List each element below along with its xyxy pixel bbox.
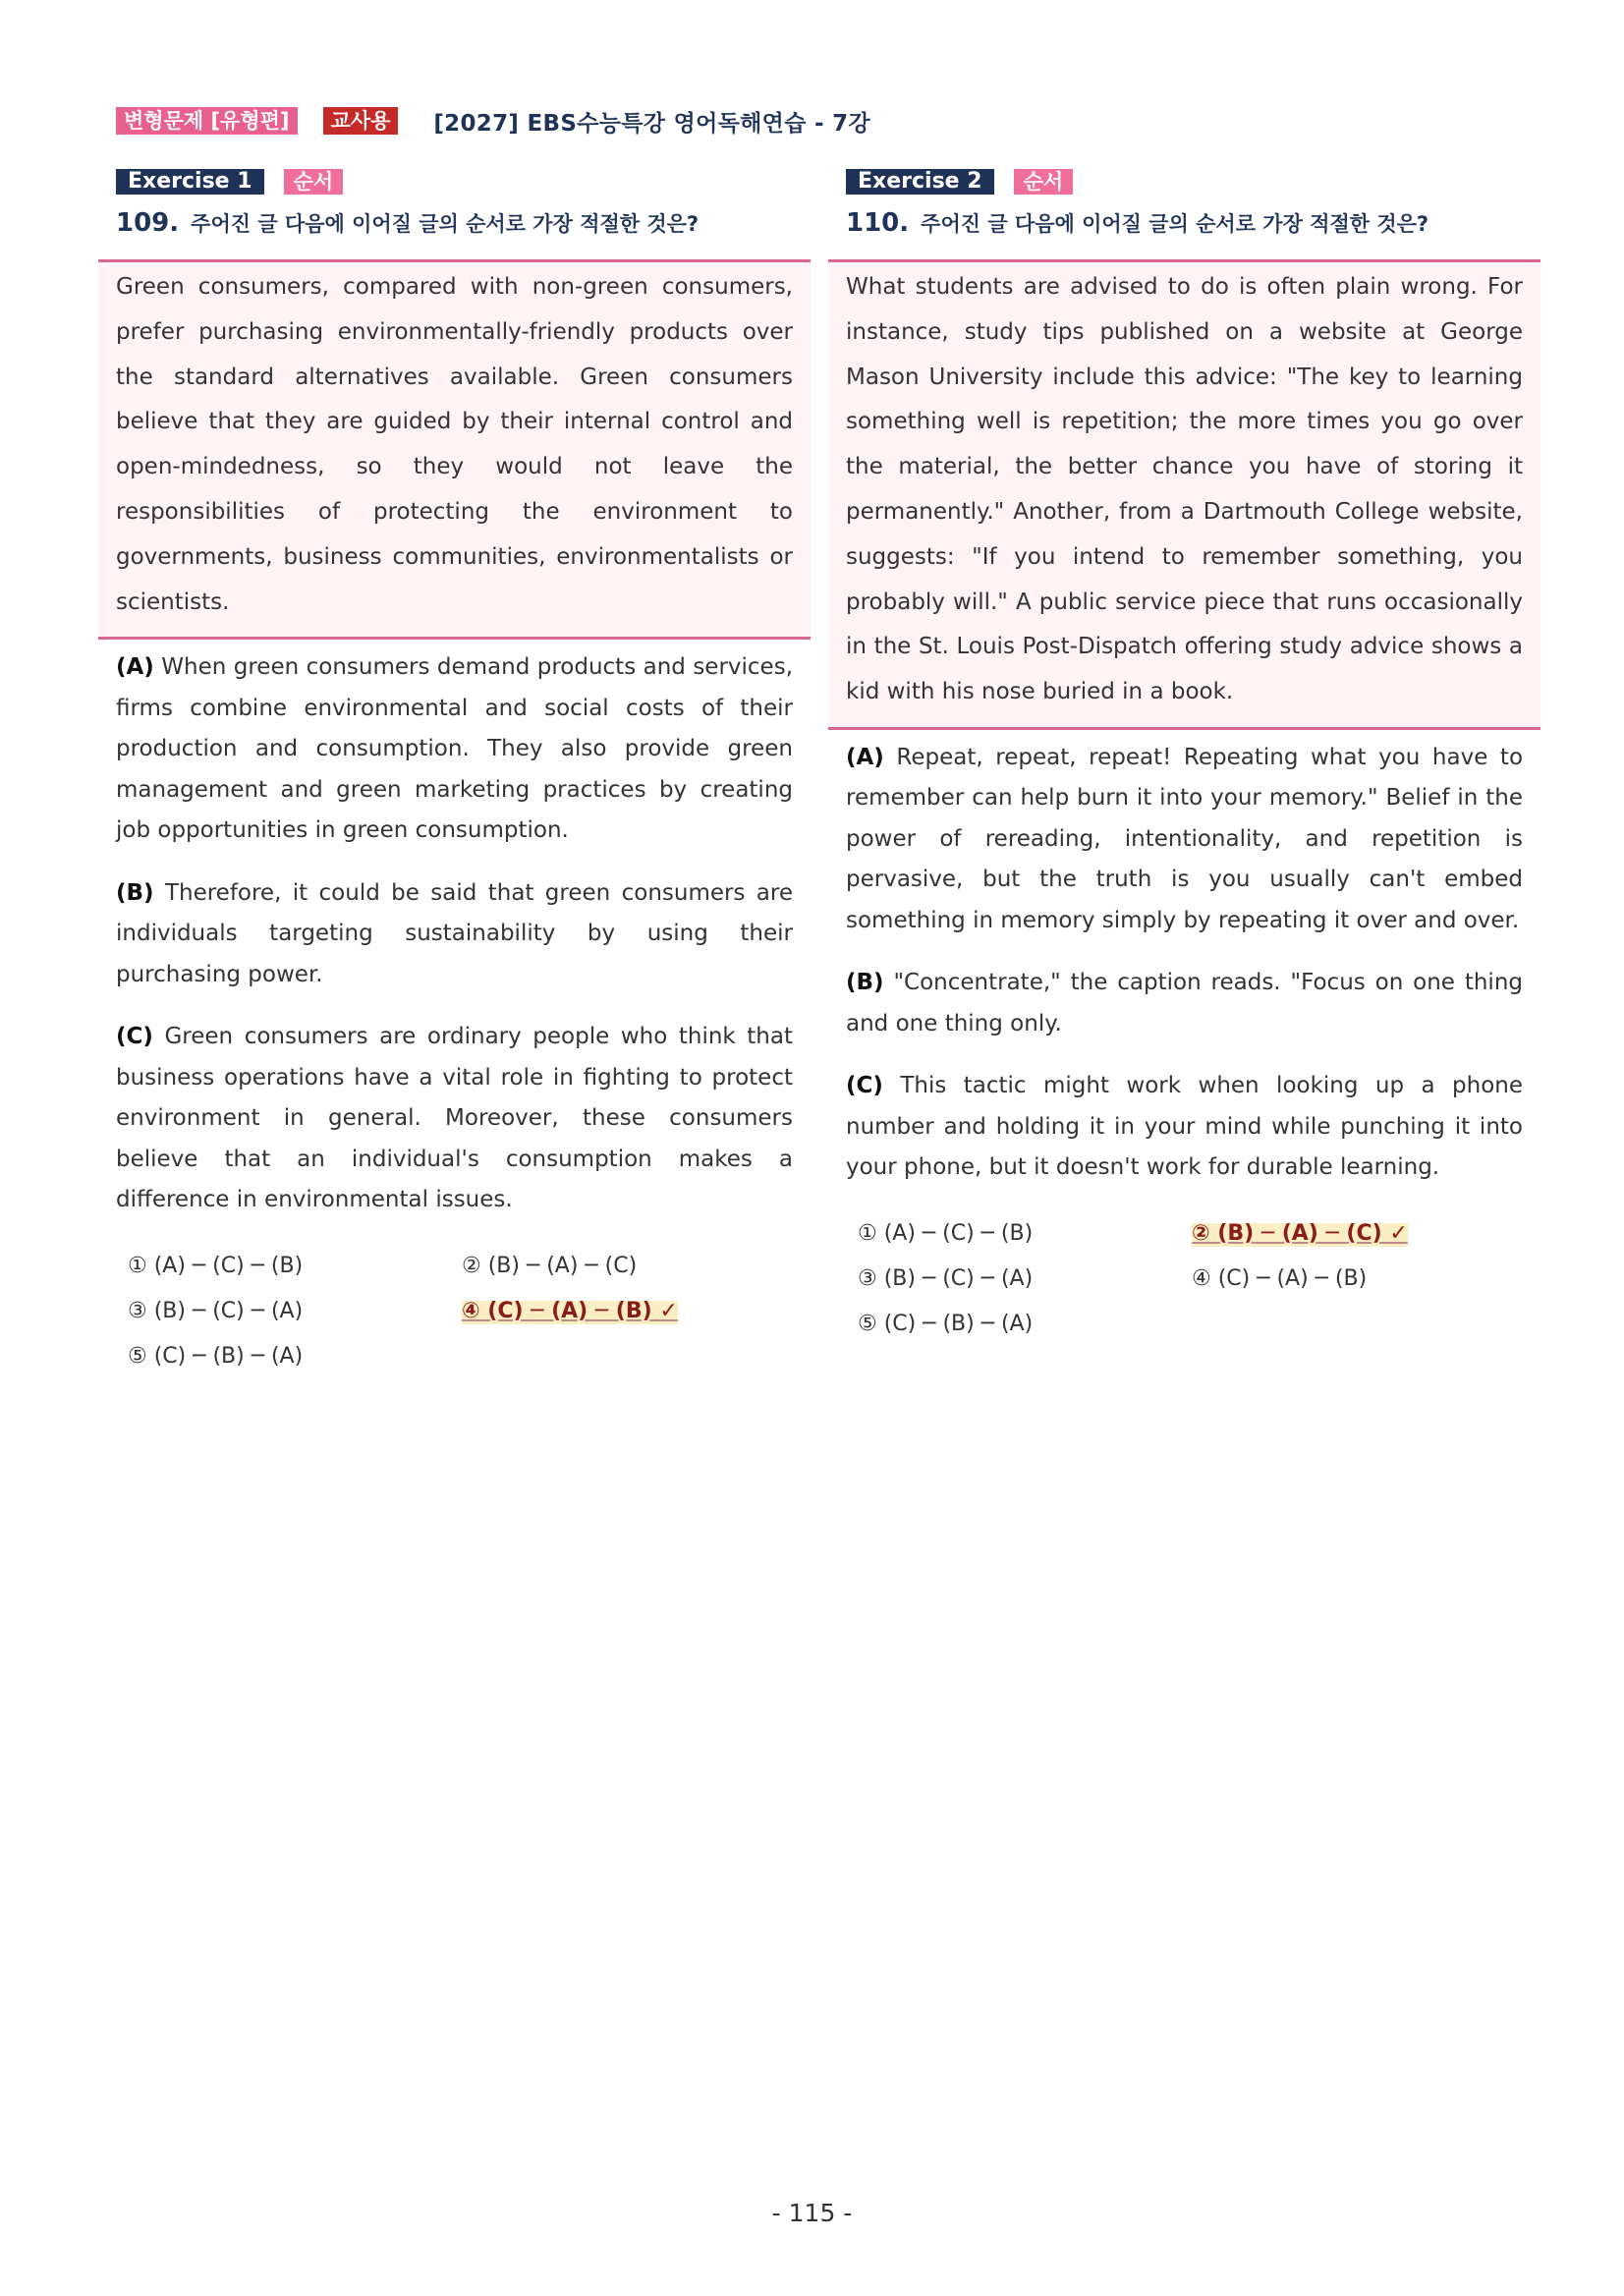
variant-tag: 변형문제 [유형편] xyxy=(116,107,298,135)
paragraph-c xyxy=(846,1066,1523,1189)
question-text: 주어진 글 다음에 이어질 글의 순서로 가장 적절한 것은? xyxy=(191,212,700,236)
paragraph-a xyxy=(846,738,1523,942)
teacher-tag: 교사용 xyxy=(323,107,399,135)
paragraph-tag: (B) xyxy=(846,970,884,996)
given-passage xyxy=(828,259,1540,730)
answer-options xyxy=(128,1247,811,1376)
option-1[interactable]: ① (A) ─ (C) ─ (B) xyxy=(128,1253,304,1278)
paragraph-tag: (A) xyxy=(116,654,154,681)
option-1[interactable]: ① (A) ─ (C) ─ (B) xyxy=(858,1220,1034,1246)
paragraph-c xyxy=(116,1017,793,1221)
option-3[interactable]: ③ (B) ─ (C) ─ (A) xyxy=(858,1265,1034,1291)
answer-options xyxy=(858,1214,1540,1344)
paragraph-a xyxy=(116,647,793,852)
paragraph-b xyxy=(116,873,793,996)
paragraph-text: "Concentrate," the caption reads. "Focus on one thing and one thing only. xyxy=(846,970,1524,1036)
paragraph-tag: (B) xyxy=(116,879,154,906)
paragraph-tag: (C) xyxy=(116,1024,153,1050)
question-title xyxy=(116,208,811,242)
page-number: - 115 - xyxy=(771,2199,853,2227)
passage-text: Green consumers, compared with non-green consumers, prefer purchasing environmentally-friendly products over the standard alternatives available. Green consumers believe that they are guided by their internal control and open-mindedness, so they would not leave the responsibilities of protecting the environment to governments, business communities, environmentalists or scientists. xyxy=(116,274,793,615)
paragraph-b xyxy=(846,963,1523,1044)
paragraph-tag: (C) xyxy=(846,1073,883,1099)
exercise-1 xyxy=(98,169,811,1376)
exercise-2 xyxy=(828,169,1540,1344)
paragraph-text: When green consumers demand products and services, firms combine environmental and social costs of their production and consumption. They also provide green management and green marketing practices by creating job opportunities in green consumption. xyxy=(116,654,794,844)
paragraph-text: Repeat, repeat, repeat! Repeating what you have to remember can help burn it into your memory." Belief in the power of rereading, intentionality, and repetition is pervasive, but the truth is you usually can't embed something in memory simply by repeating it over and over. xyxy=(846,744,1524,933)
question-type-badge: 순서 xyxy=(1014,169,1074,195)
option-5[interactable]: ⑤ (C) ─ (B) ─ (A) xyxy=(128,1343,304,1369)
question-type-badge: 순서 xyxy=(284,169,344,195)
question-number: 110. xyxy=(846,208,910,238)
question-number: 109. xyxy=(116,208,180,238)
option-4-correct[interactable]: ④ (C) ─ (A) ─ (B) ✓ xyxy=(462,1292,678,1331)
option-5[interactable]: ⑤ (C) ─ (B) ─ (A) xyxy=(858,1311,1034,1336)
paragraph-text: Therefore, it could be said that green consumers are individuals targeting sustainability by using their purchasing power. xyxy=(116,879,794,987)
given-passage xyxy=(98,259,811,640)
exercise-label: Exercise 1 xyxy=(116,169,264,195)
page-title: [2027] EBS수능특강 영어독해연습 - 7강 xyxy=(433,110,870,137)
passage-text: What students are advised to do is often plain wrong. For instance, study tips published on a website at George Mason University include this advice: "The key to learning something well is repetition; the more times you go over the material, the better chance you have of storing it permanently." Another, from a Dartmouth College website, suggests: "If you intend to remember something, you probably will." A public service piece that runs occasionally in the St. Louis Post-Dispatch offering study advice shows a kid with his nose buried in a book. xyxy=(846,274,1523,705)
question-text: 주어진 글 다음에 이어질 글의 순서로 가장 적절한 것은? xyxy=(921,212,1429,236)
option-4[interactable]: ④ (C) ─ (A) ─ (B) xyxy=(1192,1265,1368,1291)
paragraph-text: This tactic might work when looking up a phone number and holding it in your mind while punching it into your phone, but it doesn't work for durable learning. xyxy=(846,1073,1524,1181)
option-2-correct[interactable]: ② (B) ─ (A) ─ (C) ✓ xyxy=(1192,1214,1408,1254)
exercise-label: Exercise 2 xyxy=(846,169,994,195)
option-2[interactable]: ② (B) ─ (A) ─ (C) xyxy=(462,1253,638,1278)
paragraph-text: Green consumers are ordinary people who think that business operations have a vital role in fighting to protect environment in general. Moreover, these consumers believe that an individual's consumption makes a difference in environmental issues. xyxy=(116,1024,793,1213)
page-header xyxy=(116,106,870,136)
option-3[interactable]: ③ (B) ─ (C) ─ (A) xyxy=(128,1298,304,1323)
paragraph-tag: (A) xyxy=(846,744,884,770)
question-title xyxy=(846,208,1540,242)
